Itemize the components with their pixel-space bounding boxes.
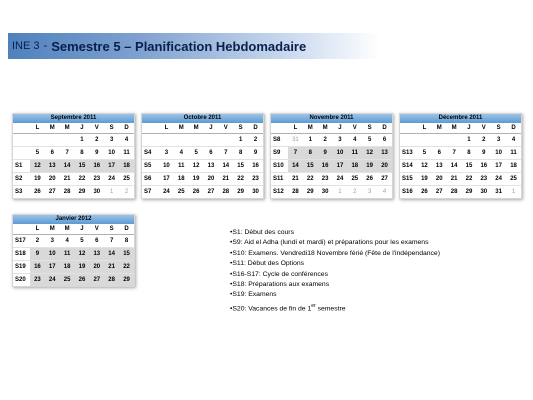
day-cell: 24: [104, 173, 119, 186]
day-cell: 24: [159, 186, 174, 199]
weekday-label: L: [159, 123, 174, 134]
calendar-novembre-2011: [270, 113, 393, 199]
calendar-octobre-2011: [141, 113, 264, 199]
day-cell: 13: [432, 160, 447, 173]
day-cell: 14: [218, 160, 233, 173]
week-label: S7: [142, 186, 159, 199]
weekday-header-row: [142, 123, 263, 134]
day-cell: 2: [318, 134, 333, 147]
day-cell: 26: [75, 274, 90, 287]
day-cell: 28: [60, 186, 75, 199]
week-row: [271, 186, 392, 199]
day-cell: 16: [89, 160, 104, 173]
weekday-label: V: [476, 123, 491, 134]
day-cell: 3: [104, 134, 119, 147]
day-cell: 9: [318, 147, 333, 160]
legend: [230, 228, 530, 315]
calendar-septembre-2011: [12, 113, 135, 199]
day-cell: 28: [447, 186, 462, 199]
week-row: [400, 160, 521, 173]
weekday-label: J: [75, 224, 90, 235]
weekday-label: S: [104, 123, 119, 134]
day-cell: 24: [491, 173, 506, 186]
legend-item: •S11: Début des Options: [230, 260, 305, 268]
week-row: [400, 173, 521, 186]
day-cell: 4: [347, 134, 362, 147]
day-cell: 12: [30, 160, 45, 173]
weekday-label: L: [30, 224, 45, 235]
day-cell: 17: [159, 173, 174, 186]
day-cell: 29: [75, 186, 90, 199]
day-cell: 22: [75, 173, 90, 186]
week-row: [271, 173, 392, 186]
legend-item: •S9: Aid el Adha (lundi et mardi) et préparations pour les examens: [230, 239, 429, 247]
day-cell: 24: [45, 274, 60, 287]
day-cell: 31: [288, 134, 303, 147]
week-label: S16: [400, 186, 417, 199]
week-label: S3: [13, 186, 30, 199]
day-cell: 16: [248, 160, 263, 173]
day-cell: 29: [233, 186, 248, 199]
day-cell: [204, 134, 219, 147]
week-row: [271, 134, 392, 147]
day-cell: 22: [233, 173, 248, 186]
day-cell: 10: [104, 147, 119, 160]
week-label: [13, 147, 30, 160]
week-row: [400, 147, 521, 160]
day-cell: 25: [60, 274, 75, 287]
day-cell: 17: [45, 261, 60, 274]
day-cell: 3: [45, 235, 60, 248]
calendar-month-header: Décembre 2011: [400, 114, 521, 123]
calendar-grid: [400, 123, 521, 198]
day-cell: [417, 134, 432, 147]
week-label: S10: [271, 160, 288, 173]
day-cell: 20: [89, 261, 104, 274]
weekday-header-row: [13, 224, 134, 235]
day-cell: 28: [218, 186, 233, 199]
day-cell: 11: [506, 147, 521, 160]
day-cell: 6: [377, 134, 392, 147]
course-code: INE 3: [12, 40, 40, 52]
week-label: S20: [13, 274, 30, 287]
day-cell: 7: [288, 147, 303, 160]
day-cell: [447, 134, 462, 147]
day-cell: 24: [333, 173, 348, 186]
day-cell: 3: [333, 134, 348, 147]
weekday-label: L: [417, 123, 432, 134]
day-cell: 12: [417, 160, 432, 173]
weekday-label: V: [89, 224, 104, 235]
day-cell: 16: [30, 261, 45, 274]
week-label: S8: [271, 134, 288, 147]
week-label-header: [400, 123, 417, 134]
day-cell: 10: [491, 147, 506, 160]
week-row: [13, 160, 134, 173]
day-cell: 11: [60, 248, 75, 261]
weekday-label: D: [506, 123, 521, 134]
week-label: [13, 134, 30, 147]
weekday-label: S: [491, 123, 506, 134]
week-label: S14: [400, 160, 417, 173]
legend-item: •S16-S17: Cycle de conférences: [230, 270, 328, 278]
day-cell: 26: [362, 173, 377, 186]
calendar-grid: [13, 224, 134, 286]
day-cell: 13: [45, 160, 60, 173]
week-row: [13, 235, 134, 248]
day-cell: 7: [104, 235, 119, 248]
day-cell: 27: [89, 274, 104, 287]
day-cell: 7: [218, 147, 233, 160]
week-row: [13, 248, 134, 261]
day-cell: 19: [75, 261, 90, 274]
week-row: [271, 147, 392, 160]
week-label-header: [142, 123, 159, 134]
day-cell: 27: [432, 186, 447, 199]
weekday-label: J: [75, 123, 90, 134]
calendar-month-header: Novembre 2011: [271, 114, 392, 123]
day-cell: 30: [248, 186, 263, 199]
week-row: [400, 186, 521, 199]
day-cell: 20: [377, 160, 392, 173]
weekday-label: S: [233, 123, 248, 134]
week-label-header: [13, 224, 30, 235]
week-row: [400, 134, 521, 147]
day-cell: 9: [248, 147, 263, 160]
day-cell: 6: [45, 147, 60, 160]
day-cell: 23: [318, 173, 333, 186]
legend-item: •S18: Préparations aux examens: [230, 281, 330, 289]
day-cell: 1: [462, 134, 477, 147]
day-cell: 11: [347, 147, 362, 160]
weekday-label: M: [45, 224, 60, 235]
day-cell: [432, 134, 447, 147]
day-cell: 1: [75, 134, 90, 147]
day-cell: 12: [362, 147, 377, 160]
weekday-label: D: [119, 224, 134, 235]
day-cell: 30: [89, 186, 104, 199]
week-label: S12: [271, 186, 288, 199]
day-cell: 11: [119, 147, 134, 160]
day-cell: 31: [491, 186, 506, 199]
week-label: S15: [400, 173, 417, 186]
day-cell: 10: [159, 160, 174, 173]
week-label: [142, 134, 159, 147]
weekday-label: V: [89, 123, 104, 134]
day-cell: 20: [432, 173, 447, 186]
day-cell: 17: [104, 160, 119, 173]
legend-text: •S20: Vacances de fin de 1: [230, 305, 312, 313]
day-cell: 17: [491, 160, 506, 173]
day-cell: 16: [318, 160, 333, 173]
day-cell: 1: [506, 186, 521, 199]
day-cell: 9: [476, 147, 491, 160]
day-cell: 13: [89, 248, 104, 261]
week-row: [13, 186, 134, 199]
day-cell: 30: [476, 186, 491, 199]
day-cell: 2: [476, 134, 491, 147]
week-label: S19: [13, 261, 30, 274]
day-cell: 29: [303, 186, 318, 199]
day-cell: 9: [89, 147, 104, 160]
day-cell: 27: [204, 186, 219, 199]
day-cell: 2: [30, 235, 45, 248]
day-cell: 1: [233, 134, 248, 147]
day-cell: 15: [462, 160, 477, 173]
day-cell: [218, 134, 233, 147]
weekday-label: M: [60, 123, 75, 134]
day-cell: 26: [417, 186, 432, 199]
day-cell: 5: [189, 147, 204, 160]
day-cell: 1: [104, 186, 119, 199]
calendar-grid: [13, 123, 134, 198]
day-cell: 5: [75, 235, 90, 248]
day-cell: 21: [60, 173, 75, 186]
weekday-label: L: [30, 123, 45, 134]
day-cell: 4: [506, 134, 521, 147]
day-cell: 19: [30, 173, 45, 186]
day-cell: 30: [318, 186, 333, 199]
day-cell: 2: [248, 134, 263, 147]
legend-item: •S10: Examens. Vendredi18 Novembre férié (Fête de l'indépendance): [230, 249, 440, 257]
day-cell: 25: [174, 186, 189, 199]
day-cell: 10: [333, 147, 348, 160]
week-row: [13, 261, 134, 274]
day-cell: [60, 134, 75, 147]
legend-superscript: er: [311, 302, 316, 309]
day-cell: [30, 134, 45, 147]
weekday-label: M: [189, 123, 204, 134]
week-label: S1: [13, 160, 30, 173]
day-cell: 18: [347, 160, 362, 173]
week-label: S9: [271, 147, 288, 160]
day-cell: 23: [476, 173, 491, 186]
week-row: [142, 186, 263, 199]
day-cell: 2: [89, 134, 104, 147]
weekday-label: M: [318, 123, 333, 134]
day-cell: 14: [447, 160, 462, 173]
title-separator: -: [43, 40, 48, 52]
week-label: S4: [142, 147, 159, 160]
day-cell: 7: [60, 147, 75, 160]
calendar-month-header: Octobre 2011: [142, 114, 263, 123]
weekday-label: D: [248, 123, 263, 134]
day-cell: [174, 134, 189, 147]
day-cell: 21: [218, 173, 233, 186]
day-cell: 8: [119, 235, 134, 248]
week-row: [13, 173, 134, 186]
day-cell: 6: [89, 235, 104, 248]
day-cell: 21: [447, 173, 462, 186]
weekday-label: S: [362, 123, 377, 134]
day-cell: 14: [104, 248, 119, 261]
weekday-label: J: [204, 123, 219, 134]
weekday-label: M: [174, 123, 189, 134]
day-cell: 23: [89, 173, 104, 186]
calendar-grid: [142, 123, 263, 198]
day-cell: 23: [248, 173, 263, 186]
page-title: Semestre 5 – Planification Hebdomadaire: [51, 38, 307, 54]
day-cell: 3: [491, 134, 506, 147]
day-cell: 11: [174, 160, 189, 173]
week-row: [142, 160, 263, 173]
day-cell: 16: [476, 160, 491, 173]
weekday-label: D: [377, 123, 392, 134]
day-cell: 21: [288, 173, 303, 186]
day-cell: 14: [60, 160, 75, 173]
week-label: S11: [271, 173, 288, 186]
weekday-label: J: [462, 123, 477, 134]
day-cell: [189, 134, 204, 147]
day-cell: 26: [30, 186, 45, 199]
day-cell: 13: [377, 147, 392, 160]
day-cell: 15: [119, 248, 134, 261]
weekday-label: D: [119, 123, 134, 134]
day-cell: 18: [119, 160, 134, 173]
weekday-label: M: [60, 224, 75, 235]
day-cell: 2: [347, 186, 362, 199]
legend-item: •S1: Début des cours: [230, 229, 294, 236]
weekday-label: V: [218, 123, 233, 134]
day-cell: 8: [462, 147, 477, 160]
week-label: S5: [142, 160, 159, 173]
day-cell: 29: [119, 274, 134, 287]
day-cell: 29: [462, 186, 477, 199]
day-cell: [45, 134, 60, 147]
day-cell: 5: [362, 134, 377, 147]
day-cell: 4: [60, 235, 75, 248]
day-cell: 4: [377, 186, 392, 199]
day-cell: 9: [30, 248, 45, 261]
weekday-label: J: [333, 123, 348, 134]
day-cell: 10: [45, 248, 60, 261]
weekday-label: M: [432, 123, 447, 134]
day-cell: 28: [288, 186, 303, 199]
day-cell: 4: [119, 134, 134, 147]
day-cell: 26: [189, 186, 204, 199]
calendar-month-header: Septembre 2011: [13, 114, 134, 123]
week-label: S6: [142, 173, 159, 186]
calendar-decembre-2011: [399, 113, 522, 199]
week-row: [271, 160, 392, 173]
day-cell: 8: [233, 147, 248, 160]
day-cell: 17: [333, 160, 348, 173]
weekday-label: L: [288, 123, 303, 134]
day-cell: 19: [417, 173, 432, 186]
day-cell: 19: [362, 160, 377, 173]
day-cell: 15: [75, 160, 90, 173]
week-row: [142, 147, 263, 160]
week-row: [13, 134, 134, 147]
weekday-header-row: [271, 123, 392, 134]
day-cell: 12: [75, 248, 90, 261]
week-row: [142, 173, 263, 186]
day-cell: 15: [303, 160, 318, 173]
day-cell: 6: [204, 147, 219, 160]
day-cell: 25: [506, 173, 521, 186]
day-cell: 20: [204, 173, 219, 186]
day-cell: 27: [45, 186, 60, 199]
day-cell: 6: [432, 147, 447, 160]
calendar-grid: [271, 123, 392, 198]
title-bar: [8, 33, 380, 59]
week-label: S13: [400, 147, 417, 160]
weekday-label: S: [104, 224, 119, 235]
day-cell: 23: [30, 274, 45, 287]
weekday-header-row: [400, 123, 521, 134]
day-cell: 13: [204, 160, 219, 173]
weekday-header-row: [13, 123, 134, 134]
weekday-label: M: [447, 123, 462, 134]
week-row: [142, 134, 263, 147]
day-cell: 22: [303, 173, 318, 186]
legend-text: semestre: [315, 305, 346, 313]
day-cell: 28: [104, 274, 119, 287]
day-cell: 2: [119, 186, 134, 199]
calendar-janvier-2012: [12, 214, 135, 287]
day-cell: 8: [303, 147, 318, 160]
weekday-label: M: [45, 123, 60, 134]
weekday-label: M: [303, 123, 318, 134]
day-cell: 12: [189, 160, 204, 173]
day-cell: 5: [30, 147, 45, 160]
day-cell: 20: [45, 173, 60, 186]
day-cell: [159, 134, 174, 147]
day-cell: 8: [75, 147, 90, 160]
weekday-label: V: [347, 123, 362, 134]
legend-item: [230, 301, 530, 315]
day-cell: 18: [506, 160, 521, 173]
week-label: S2: [13, 173, 30, 186]
day-cell: 5: [417, 147, 432, 160]
day-cell: 25: [119, 173, 134, 186]
day-cell: 3: [362, 186, 377, 199]
calendar-month-header: Janvier 2012: [13, 215, 134, 224]
day-cell: 18: [174, 173, 189, 186]
day-cell: 1: [333, 186, 348, 199]
day-cell: 22: [119, 261, 134, 274]
week-label-header: [271, 123, 288, 134]
legend-item: •S19: Examens: [230, 291, 277, 299]
day-cell: 19: [189, 173, 204, 186]
day-cell: 4: [174, 147, 189, 160]
week-label: S18: [13, 248, 30, 261]
week-label: S17: [13, 235, 30, 248]
day-cell: 21: [104, 261, 119, 274]
day-cell: 1: [303, 134, 318, 147]
week-label: [400, 134, 417, 147]
day-cell: 7: [447, 147, 462, 160]
day-cell: 15: [233, 160, 248, 173]
week-row: [13, 147, 134, 160]
week-row: [13, 274, 134, 287]
day-cell: 25: [347, 173, 362, 186]
day-cell: 3: [159, 147, 174, 160]
day-cell: 22: [462, 173, 477, 186]
day-cell: 18: [60, 261, 75, 274]
day-cell: 14: [288, 160, 303, 173]
day-cell: 27: [377, 173, 392, 186]
week-label-header: [13, 123, 30, 134]
